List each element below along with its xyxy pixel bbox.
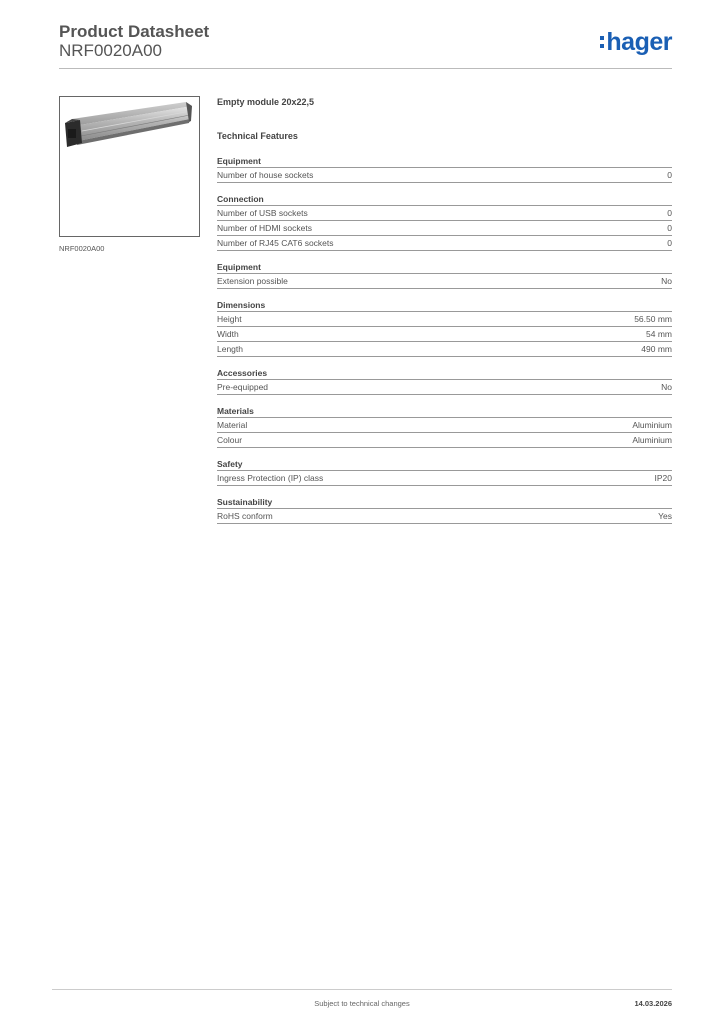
row-value: IP20 [654,473,672,483]
row-value: Aluminium [632,420,672,430]
section-equipment [217,155,672,183]
section-safety [217,458,672,486]
row-label: Number of house sockets [217,170,314,180]
row-label: Height [217,314,242,324]
product-code: NRF0020A00 [59,41,163,60]
trunking-module-illustration [60,97,199,236]
row-label: Colour [217,435,243,445]
row-value: 0 [667,223,672,233]
section-title: Materials [217,405,672,418]
table-row [217,433,672,448]
section-title: Sustainability [217,496,672,509]
section-accessories [217,367,672,395]
table-row [217,206,672,221]
footer-date: 14.03.2026 [634,999,672,1008]
section-title: Equipment [217,155,672,168]
product-image-caption: NRF0020A00 [59,244,105,253]
section-connection [217,193,672,251]
row-value: No [661,382,672,392]
datasheet-content [217,96,672,534]
table-row [217,471,672,486]
table-row [217,221,672,236]
table-row [217,312,672,327]
footer-divider [52,989,672,990]
row-value: No [661,276,672,286]
row-label: Number of USB sockets [217,208,308,218]
section-title: Equipment [217,261,672,274]
section-title: Dimensions [217,299,672,312]
row-label: Ingress Protection (IP) class [217,473,324,483]
table-row [217,342,672,357]
footer-note: Subject to technical changes [314,999,410,1008]
hager-logo [600,28,672,56]
row-label: Pre-equipped [217,382,269,392]
row-label: Length [217,344,243,354]
logo-text: hager [606,28,672,56]
row-label: Number of HDMI sockets [217,223,312,233]
row-value: 490 mm [641,344,672,354]
row-label: Material [217,420,248,430]
row-label: RoHS conform [217,511,273,521]
row-label: Extension possible [217,276,288,286]
section-dimensions [217,299,672,357]
row-label: Width [217,329,239,339]
row-value: 0 [667,170,672,180]
section-title: Accessories [217,367,672,380]
table-row [217,418,672,433]
section-materials [217,405,672,448]
product-name: Empty module 20x22,5 [217,97,315,107]
row-value: Yes [658,511,672,521]
row-label: Number of RJ45 CAT6 sockets [217,238,334,248]
table-row [217,380,672,395]
product-image [59,96,200,237]
table-row [217,168,672,183]
section-title: Connection [217,193,672,206]
row-value: Aluminium [632,435,672,445]
technical-features-heading: Technical Features [217,131,298,141]
table-row [217,274,672,289]
section-sustainability [217,496,672,524]
section-title: Safety [217,458,672,471]
table-row [217,236,672,251]
row-value: 0 [667,208,672,218]
document-title: Product Datasheet [59,22,210,41]
row-value: 56.50 mm [634,314,672,324]
table-row [217,327,672,342]
row-value: 54 mm [646,329,672,339]
document-header [59,22,209,60]
row-value: 0 [667,238,672,248]
table-row [217,509,672,524]
header-divider [59,68,672,69]
section-equipment-extension [217,261,672,289]
logo-dots-icon [600,36,604,48]
